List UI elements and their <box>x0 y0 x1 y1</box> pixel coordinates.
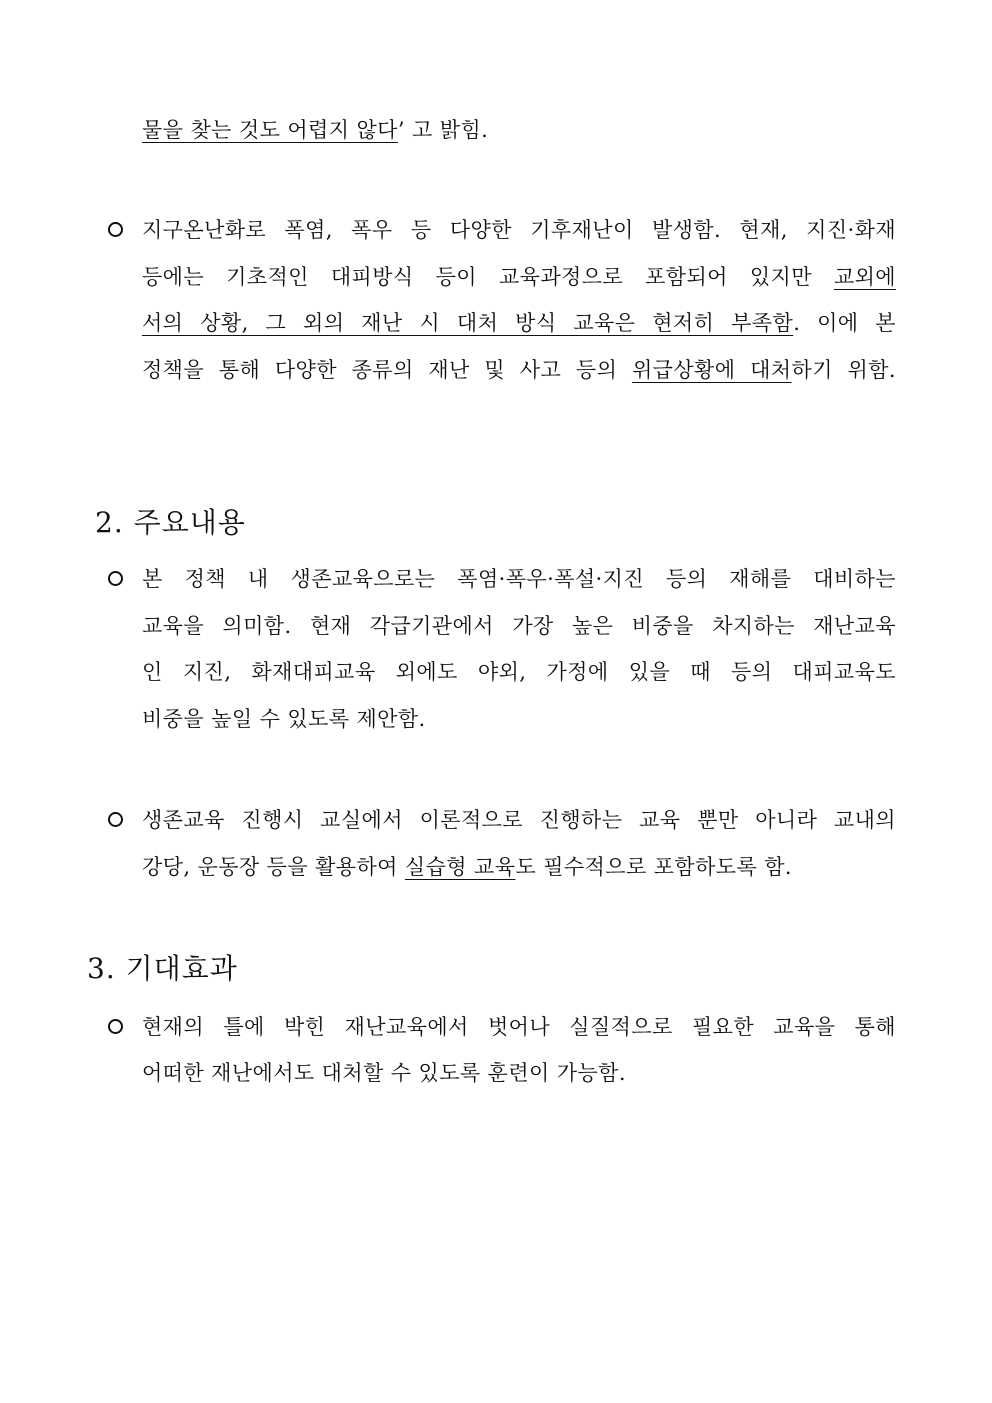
paragraph-line: 지구온난화로 폭염, 폭우 등 다양한 기후재난이 발생함. 현재, 지진·화재 <box>142 218 896 242</box>
circle-bullet-icon <box>108 1019 123 1034</box>
text-run: 강당, 운동장 등을 활용하여 <box>142 855 405 879</box>
underlined-text: 서의 상황, 그 외의 재난 시 대처 방식 교육은 현저히 부족함 <box>142 311 794 335</box>
paragraph-line <box>142 355 896 385</box>
text-run: . 이에 본 <box>793 311 896 335</box>
text-run: 도 필수적으로 포함하도록 함. <box>515 855 792 879</box>
paragraph-line: 어떠한 재난에서도 대처할 수 있도록 훈련이 가능함. <box>142 1061 626 1085</box>
paragraph-line: 본 정책 내 생존교육으로는 폭염·폭우·폭설·지진 등의 재해를 대비하는 <box>142 567 896 591</box>
paragraph-line <box>142 852 792 882</box>
paragraph-line: 비중을 높일 수 있도록 제안함. <box>142 707 426 731</box>
circle-bullet-icon <box>108 222 123 237</box>
underlined-text: 위급상황에 대처 <box>631 358 792 382</box>
section-heading: 3. 기대효과 <box>87 952 238 985</box>
paragraph-line: 인 지진, 화재대피교육 외에도 야외, 가정에 있을 때 등의 대피교육도 <box>142 660 896 684</box>
paragraph-line: 교육을 의미함. 현재 각급기관에서 가장 높은 비중을 차지하는 재난교육 <box>142 614 896 638</box>
circle-bullet-icon <box>108 812 123 827</box>
text-run: ’ 고 밝힘. <box>397 118 489 142</box>
text-run: 하기 위함. <box>791 358 896 382</box>
circle-bullet-icon <box>108 571 123 586</box>
paragraph-line: 현재의 틀에 박힌 재난교육에서 벗어나 실질적으로 필요한 교육을 통해 <box>142 1015 896 1039</box>
intro-line <box>142 115 488 145</box>
text-run: 등에는 기초적인 대피방식 등이 교육과정으로 포함되어 있지만 <box>142 265 834 289</box>
paragraph-line <box>142 308 896 338</box>
underlined-text: 교외에 <box>833 265 896 289</box>
paragraph-line <box>142 262 896 292</box>
text-run: 정책을 통해 다양한 종류의 재난 및 사고 등의 <box>142 358 632 382</box>
section-heading: 2. 주요내용 <box>95 506 246 539</box>
underlined-text: 실습형 교육 <box>404 855 516 879</box>
underlined-text: 물을 찾는 것도 어렵지 않다 <box>142 118 398 142</box>
paragraph-line: 생존교육 진행시 교실에서 이론적으로 진행하는 교육 뿐만 아니라 교내의 <box>142 808 896 832</box>
